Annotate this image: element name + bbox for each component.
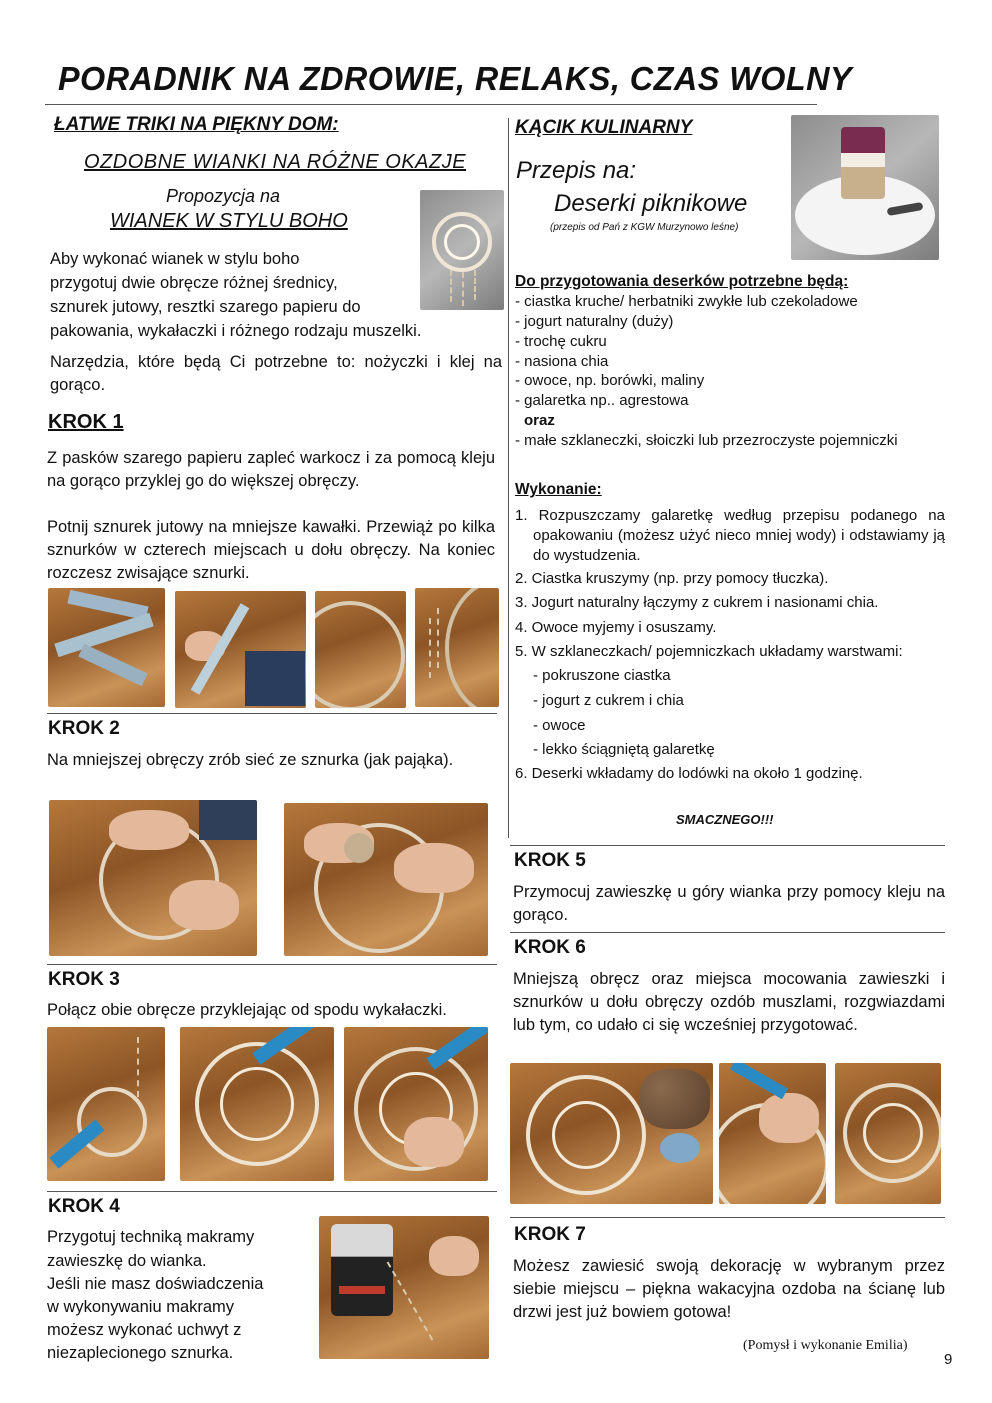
krok1-text2: Potnij sznurek jutowy na mniejsze kawałki. Przewiąż po kilka sznurków w czterech miejscach u dołu obręczy. Na koniec rozczesz zwisające sznurki. (47, 518, 495, 582)
krok5-divider (510, 845, 945, 846)
krok7-divider (510, 1217, 945, 1218)
recipe-source: (przepis od Pań z KGW Murzynowo leśne) (550, 222, 739, 233)
krok3-title: KROK 3 (48, 969, 120, 990)
ingredient-4: - nasiona chia (515, 353, 609, 370)
method-step-6: 6. Deserki wkładamy do lodówki na około 1 godzinę. (515, 765, 863, 782)
ingredient-5: - owoce, np. borówki, maliny (515, 372, 705, 389)
krok7-title: KROK 7 (514, 1224, 586, 1245)
wreath-subtitle: OZDOBNE WIANKI NA RÓŻNE OKAZJE (84, 151, 467, 173)
layer-4: - lekko ściągniętą galaretkę (533, 741, 715, 758)
layer-2: - jogurt z cukrem i chia (533, 692, 684, 709)
ingredient-extra: - małe szklaneczki, słoiczki lub przezroczyste pojemniczki (515, 432, 898, 449)
ingredient-3: - trochę cukru (515, 333, 607, 350)
smacznego: SMACZNEGO!!! (676, 812, 774, 827)
recipe-label: Przepis na: (516, 157, 637, 184)
krok4-line-5: możesz wykonać uchwyt z (47, 1321, 242, 1339)
krok2-divider (47, 713, 497, 714)
method-step-3: 3. Jogurt naturalny łączymy z cukrem i nasionami chia. (515, 594, 879, 611)
krok2-title: KROK 2 (48, 718, 120, 739)
method-step-2: 2. Ciastka kruszymy (np. przy pomocy tłuczka). (515, 570, 829, 587)
section-title-kitchen: KĄCIK KULINARNY (515, 117, 693, 138)
layer-1: - pokruszone ciastka (533, 667, 671, 684)
krok4-photo (319, 1216, 489, 1359)
krok6-title: KROK 6 (514, 937, 586, 958)
krok1-photo-4 (415, 588, 499, 707)
page-number: 9 (944, 1351, 953, 1368)
krok3-divider (47, 964, 497, 965)
tools-text: Narzędzia, które będą Ci potrzebne to: nożyczki i klej na gorąco. (50, 353, 502, 394)
krok4-line-1: Przygotuj techniką makramy (47, 1228, 255, 1246)
krok4-line-6: niezaplecionego sznurka. (47, 1344, 234, 1362)
proposal-label: Propozycja na (166, 186, 281, 206)
krok6-photo-2 (719, 1063, 826, 1204)
ingredient-2: - jogurt naturalny (duży) (515, 313, 674, 330)
ingredients-oraz: oraz (524, 412, 555, 429)
layer-3: - owoce (533, 717, 586, 734)
credit: (Pomysł i wykonanie Emilia) (743, 1338, 908, 1353)
krok2-photo-1 (49, 800, 257, 956)
section-title-home: ŁATWE TRIKI NA PIĘKNY DOM: (54, 114, 339, 135)
krok1-photo-1 (48, 588, 165, 707)
krok2-photo-2 (284, 803, 488, 956)
krok6-divider (510, 932, 945, 933)
intro-line-2: przygotuj dwie obręcze różnej średnicy, (50, 274, 338, 292)
intro-line-1: Aby wykonać wianek w stylu boho (50, 250, 300, 268)
krok4-line-3: Jeśli nie masz doświadczenia (47, 1275, 264, 1293)
krok3-photo-3 (344, 1027, 488, 1181)
krok5-text: Przymocuj zawieszkę u góry wianka przy pomocy kleju na gorąco. (513, 883, 945, 924)
method-step-5: 5. W szklaneczkach/ pojemniczkach układamy warstwami: (515, 643, 903, 660)
recipe-name: Deserki piknikowe (554, 190, 748, 217)
method-step-1: 1. Rozpuszczamy galaretkę według przepisu podanego na opakowaniu (możesz użyć nieco mniej wody) i odstawiamy ją do wystudzenia. (515, 507, 945, 564)
proposal-name: WIANEK W STYLU BOHO (110, 210, 348, 232)
dessert-photo (791, 115, 939, 260)
krok4-title: KROK 4 (48, 1196, 120, 1217)
krok6-photo-3 (835, 1063, 941, 1204)
krok5-title: KROK 5 (514, 850, 586, 871)
krok1-photo-3 (315, 591, 406, 708)
krok6-text: Mniejszą obręcz oraz miejsca mocowania zawieszki i sznurków u dołu obręczy ozdób muszlami, rozgwiazdami lub tym, co udało ci się wcześniej przygotować. (513, 970, 945, 1034)
krok2-text: Na mniejszej obręczy zrób sieć ze sznurka (jak pająka). (47, 751, 454, 769)
intro-line-4: pakowania, wykałaczki i różnego rodzaju muszelki. (50, 322, 422, 340)
ingredients-title: Do przygotowania deserków potrzebne będą: (515, 273, 849, 290)
krok1-text1: Z pasków szarego papieru zapleć warkocz i za pomocą kleju na gorąco przyklej go do większej obręczy. (47, 449, 495, 490)
column-divider (508, 118, 509, 838)
krok7-text: Możesz zawiesić swoją dekorację w wybranym przez siebie miejscu – piękna wakacyjna ozdoba na ścianę lub drzwi jest już bowiem gotowa! (513, 1257, 945, 1321)
krok3-photo-2 (180, 1027, 334, 1181)
krok1-photo-2 (175, 591, 306, 708)
method-title: Wykonanie: (515, 481, 602, 498)
page-title: PORADNIK NA ZDROWIE, RELAKS, CZAS WOLNY (58, 60, 853, 97)
ingredient-1: - ciastka kruche/ herbatniki zwykłe lub czekoladowe (515, 293, 858, 310)
header-divider (45, 104, 817, 105)
boho-wreath-photo (420, 190, 504, 310)
krok4-line-2: zawieszkę do wianka. (47, 1252, 207, 1270)
method-step-4: 4. Owoce myjemy i osuszamy. (515, 619, 717, 636)
krok6-photo-1 (510, 1063, 713, 1204)
ingredient-6: - galaretka np.. agrestowa (515, 392, 689, 409)
intro-line-3: sznurek jutowy, resztki szarego papieru do (50, 298, 361, 316)
krok1-title: KROK 1 (48, 411, 124, 433)
krok4-line-4: w wykonywaniu makramy (47, 1298, 235, 1316)
krok3-photo-1 (47, 1027, 165, 1181)
krok4-divider (47, 1191, 497, 1192)
krok3-text: Połącz obie obręcze przyklejając od spodu wykałaczki. (47, 1001, 447, 1019)
